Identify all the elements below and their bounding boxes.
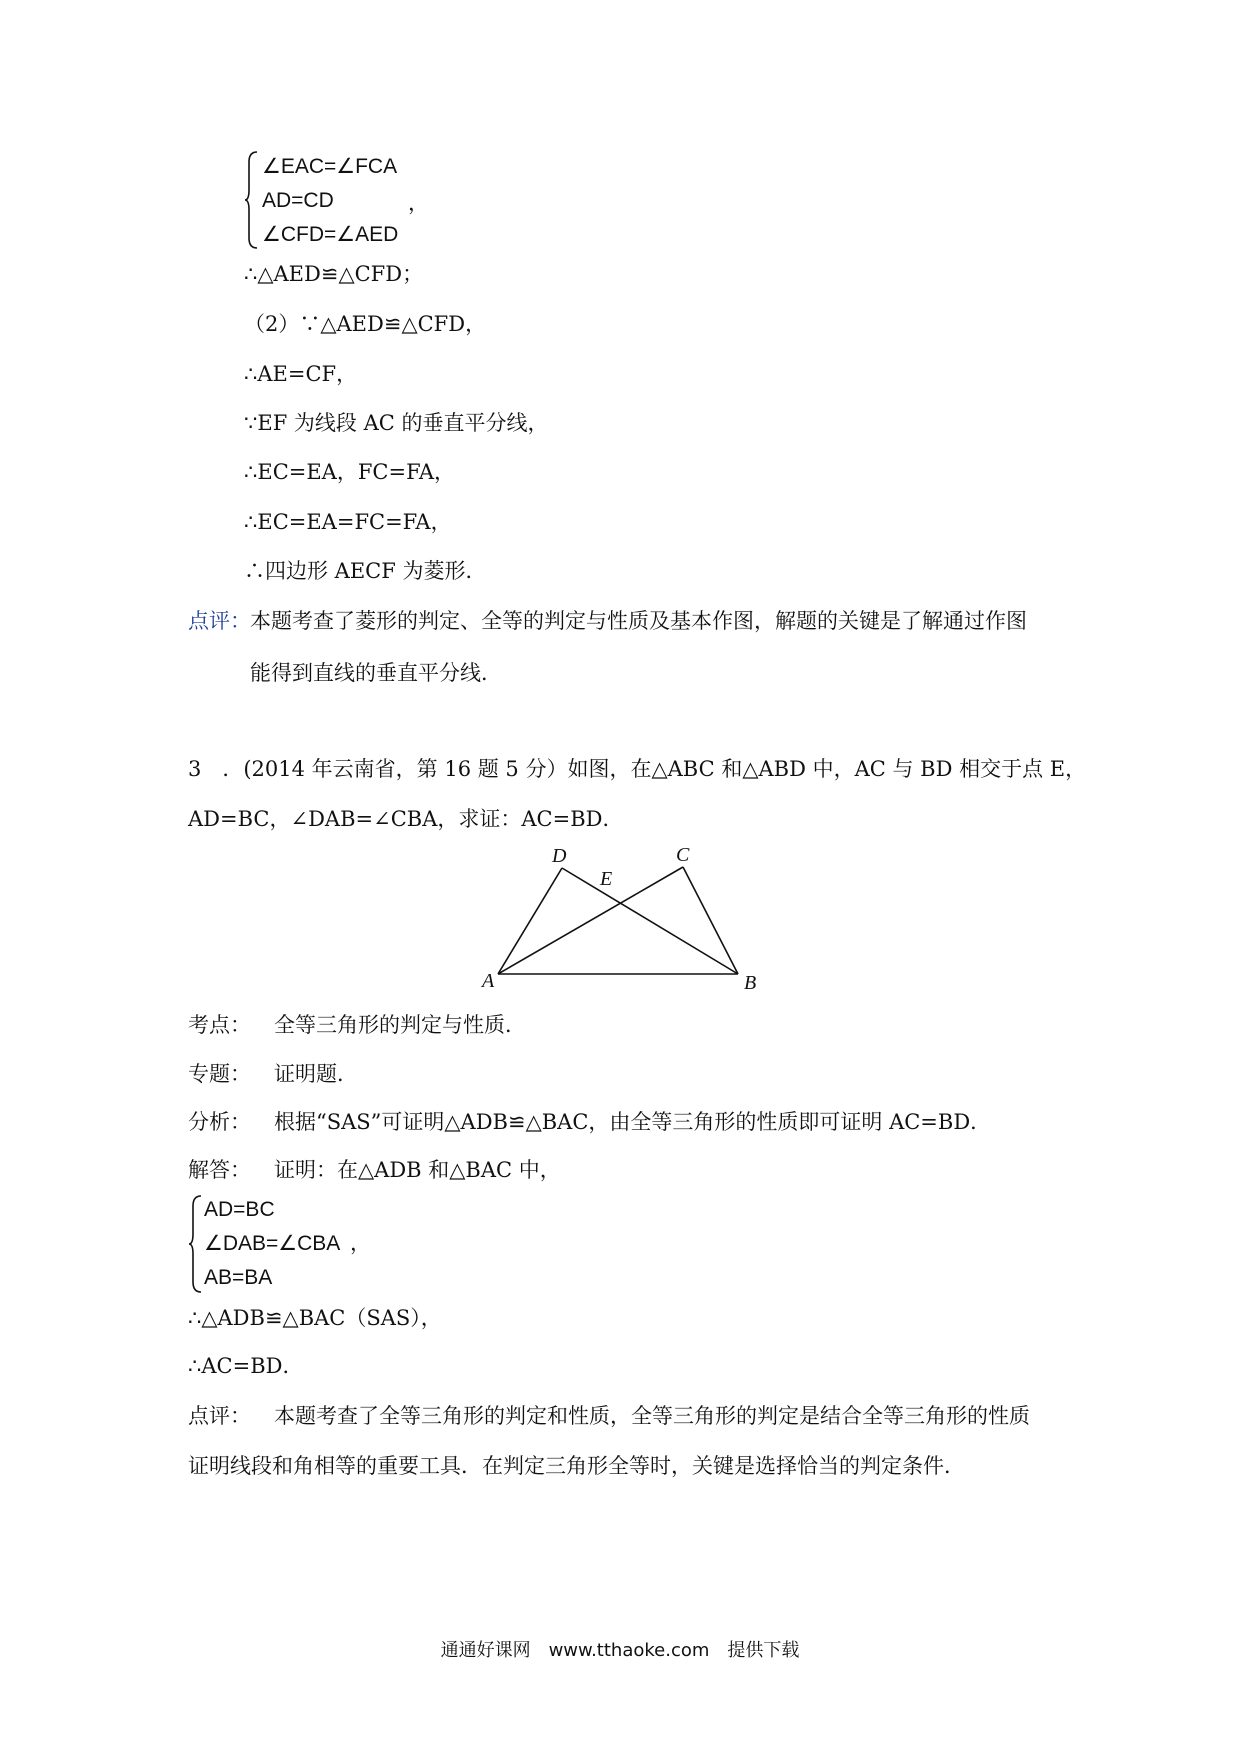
question-3-line-1: 3 ．(2014 年云南省，第 16 题 5 分）如图，在△ABC 和△ABD 中，AC 与 BD 相交于点 E，: [188, 757, 1087, 781]
label-c: C: [676, 844, 690, 866]
segment-ac: [498, 867, 683, 974]
system-1-eq-1: ∠EAC=∠FCA: [262, 155, 398, 178]
kaodian-text: 全等三角形的判定与性质．: [274, 1013, 526, 1037]
fenxi-row: [188, 1108, 991, 1136]
sol-line-7: ∴四边形 AECF 为菱形．: [244, 559, 487, 583]
label-e: E: [600, 868, 613, 890]
system-2-eq-1: AD=BC: [204, 1198, 275, 1221]
fenxi-label: 分析：: [188, 1110, 251, 1134]
system-2-eq-2: ∠DAB=∠CBA: [204, 1232, 341, 1255]
segment-ad: [498, 868, 562, 974]
zhuanti-row: [188, 1060, 358, 1088]
zhuanti-label: 专题：: [188, 1062, 251, 1086]
sol-line-2: （2）∵△AED≌△CFD，: [244, 312, 487, 336]
review-text-2a: 本题考查了全等三角形的判定和性质，全等三角形的判定是结合全等三角形的性质: [274, 1404, 1030, 1428]
review-label-1: 点评：: [188, 609, 251, 633]
system-1-comma: ，: [408, 192, 429, 215]
system-1-eq-2: AD=CD: [262, 189, 334, 212]
sol-line-4: ∵EF 为线段 AC 的垂直平分线，: [244, 411, 549, 435]
jieda-text: 证明：在△ADB 和△BAC 中，: [274, 1158, 561, 1182]
system-1-eq-3: ∠CFD=∠AED: [262, 223, 399, 246]
jieda-label: 解答：: [188, 1158, 251, 1182]
label-b: B: [744, 972, 757, 994]
system-2-eq-3: AB=BA: [204, 1266, 273, 1289]
sol-line-1: ∴△AED≌△CFD；: [244, 262, 424, 286]
system-2-comma: ，: [350, 1232, 371, 1255]
q3-line-2: ∴AC=BD．: [188, 1354, 304, 1378]
triangle-figure: [470, 835, 770, 995]
question-3-line-2: AD=BC，∠DAB=∠CBA，求证：AC=BD．: [188, 807, 624, 831]
review-text-1b: 能得到直线的垂直平分线．: [250, 661, 502, 685]
kaodian-row: [188, 1011, 526, 1039]
q3-line-1: ∴△ADB≌△BAC（SAS），: [188, 1306, 442, 1330]
footer-text: 通通好课网 www.tthaoke.com 提供下载: [440, 1640, 800, 1661]
sol-line-3: ∴AE=CF，: [244, 362, 358, 386]
brace-system-1: [244, 150, 260, 250]
review-label-2: 点评：: [188, 1404, 251, 1428]
label-a: A: [482, 970, 495, 992]
sol-line-5: ∴EC=EA，FC=FA，: [244, 460, 455, 484]
sol-line-6: ∴EC=EA=FC=FA，: [244, 510, 452, 534]
fenxi-text: 根据“SAS”可证明△ADB≌△BAC，由全等三角形的性质即可证明 AC=BD．: [274, 1110, 992, 1134]
review-text-2b: 证明线段和角相等的重要工具．在判定三角形全等时，关键是选择恰当的判定条件．: [188, 1454, 965, 1478]
zhuanti-text: 证明题．: [274, 1062, 358, 1086]
brace-system-2: [188, 1194, 204, 1294]
label-d: D: [552, 845, 567, 867]
kaodian-label: 考点：: [188, 1013, 251, 1037]
jieda-row: [188, 1156, 561, 1184]
review-row-2: [188, 1402, 1030, 1430]
review-text-1a: 本题考查了菱形的判定、全等的判定与性质及基本作图，解题的关键是了解通过作图: [250, 609, 1027, 633]
